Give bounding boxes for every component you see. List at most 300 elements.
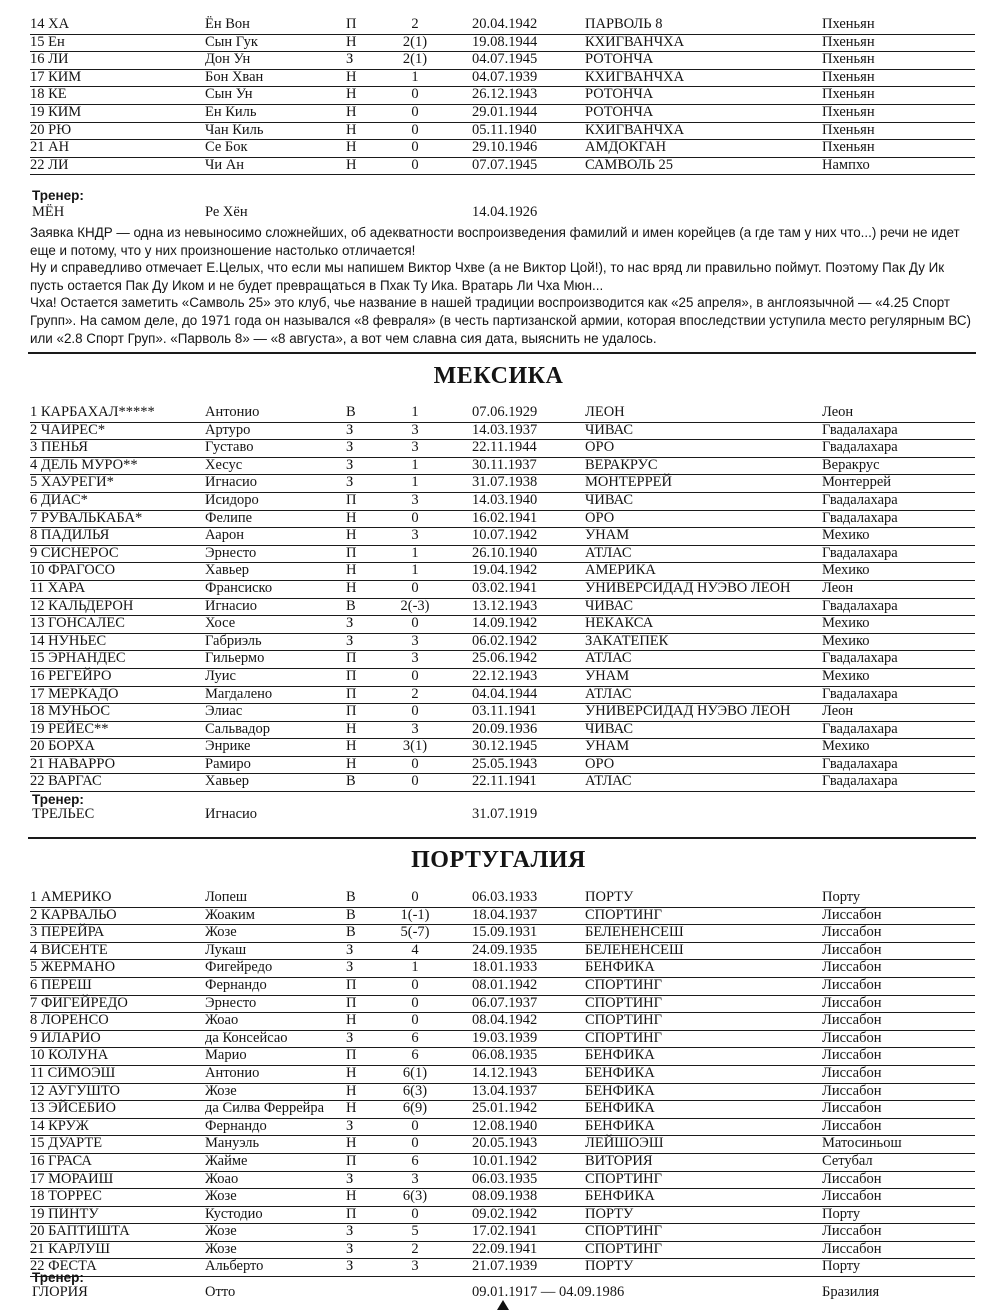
player-position: Н bbox=[346, 1135, 357, 1152]
player-birth-date: 26.10.1940 bbox=[472, 544, 538, 561]
table-row bbox=[30, 1119, 975, 1137]
player-birth-date: 19.04.1942 bbox=[472, 562, 538, 579]
player-city: Лиссабон bbox=[822, 1082, 882, 1099]
player-surname: 11 СИМОЭШ bbox=[30, 1064, 116, 1081]
portugal-roster-table bbox=[30, 890, 975, 1277]
player-city: Лиссабон bbox=[822, 1188, 882, 1205]
player-first-name: Фелипе bbox=[205, 509, 253, 526]
player-position: П bbox=[346, 16, 357, 32]
player-position: З bbox=[346, 1170, 354, 1187]
player-birth-date: 25.01.1942 bbox=[472, 1100, 538, 1117]
player-surname: 22 ФЕСТА bbox=[30, 1258, 97, 1275]
table-row bbox=[30, 978, 975, 996]
player-club: ЧИВАС bbox=[585, 421, 634, 438]
player-first-name: Сын Гук bbox=[205, 33, 258, 50]
player-position: П bbox=[346, 685, 357, 702]
korea-coach-dob: 14.04.1926 bbox=[472, 204, 538, 220]
player-games: 0 bbox=[411, 509, 419, 526]
player-city: Лиссабон bbox=[822, 1100, 882, 1117]
player-city: Мехико bbox=[822, 615, 870, 632]
player-city: Гвадалахара bbox=[822, 755, 898, 772]
player-club: ЧИВАС bbox=[585, 720, 634, 737]
portugal-coach-city: Бразилия bbox=[822, 1284, 880, 1300]
player-games: 3 bbox=[411, 439, 419, 456]
player-surname: 21 НАВАРРО bbox=[30, 755, 116, 772]
player-birth-date: 16.02.1941 bbox=[472, 509, 538, 526]
player-position: П bbox=[346, 1152, 357, 1169]
player-club: УНИВЕРСИДАД НУЭВО ЛЕОН bbox=[585, 579, 791, 596]
player-surname: 9 ИЛАРИО bbox=[30, 1029, 101, 1046]
player-first-name: Эрнесто bbox=[205, 994, 257, 1011]
table-row bbox=[30, 757, 975, 775]
player-birth-date: 22.11.1944 bbox=[472, 439, 537, 456]
player-city: Лиссабон bbox=[822, 924, 882, 941]
player-birth-date: 10.01.1942 bbox=[472, 1152, 538, 1169]
player-games: 0 bbox=[411, 1012, 419, 1029]
table-row bbox=[30, 52, 975, 70]
table-row bbox=[30, 511, 975, 529]
player-first-name: Се Бок bbox=[205, 139, 248, 156]
player-club: ВИТОРИЯ bbox=[585, 1152, 653, 1169]
portugal-coach-first-name: Отто bbox=[205, 1284, 236, 1300]
player-surname: 7 РУВАЛЬКАБА* bbox=[30, 509, 143, 526]
korea-coach-first-name: Ре Хён bbox=[205, 204, 248, 220]
table-row bbox=[30, 1084, 975, 1102]
player-birth-date: 19.03.1939 bbox=[472, 1029, 538, 1046]
portugal-coach-label: Тренер: bbox=[32, 1270, 84, 1285]
player-games: 0 bbox=[411, 156, 419, 173]
player-position: Н bbox=[346, 1100, 357, 1117]
table-row bbox=[30, 925, 975, 943]
player-first-name: Элиас bbox=[205, 703, 243, 720]
player-birth-date: 06.03.1935 bbox=[472, 1170, 538, 1187]
player-club: БЕНФИКА bbox=[585, 1047, 655, 1064]
player-first-name: Хосе bbox=[205, 615, 236, 632]
player-club: КХИГВАНЧХА bbox=[585, 121, 685, 138]
player-birth-date: 06.03.1933 bbox=[472, 889, 538, 905]
player-birth-date: 04.04.1944 bbox=[472, 685, 538, 702]
player-birth-date: 14.03.1937 bbox=[472, 421, 538, 438]
player-city: Лиссабон bbox=[822, 1240, 882, 1257]
table-row bbox=[30, 581, 975, 599]
player-surname: 10 ФРАГОСО bbox=[30, 562, 116, 579]
player-position: З bbox=[346, 1258, 354, 1275]
player-first-name: Альберто bbox=[205, 1258, 264, 1275]
player-surname: 15 Ен bbox=[30, 33, 65, 50]
player-games: 0 bbox=[411, 755, 419, 772]
player-club: ОРО bbox=[585, 439, 615, 456]
player-surname: 19 ПИНТУ bbox=[30, 1205, 99, 1222]
player-birth-date: 21.07.1939 bbox=[472, 1258, 538, 1275]
player-club: ОРО bbox=[585, 755, 615, 772]
table-row bbox=[30, 493, 975, 511]
table-row bbox=[30, 943, 975, 961]
player-birth-date: 17.02.1941 bbox=[472, 1223, 538, 1240]
player-city: Монтеррей bbox=[822, 474, 892, 491]
player-birth-date: 14.12.1943 bbox=[472, 1064, 538, 1081]
table-row bbox=[30, 687, 975, 705]
portugal-coach-name: ГЛОРИЯ bbox=[32, 1284, 88, 1300]
player-games: 1 bbox=[411, 474, 419, 491]
player-birth-date: 03.11.1941 bbox=[472, 703, 537, 720]
player-surname: 13 ГОНСАЛЕС bbox=[30, 615, 125, 632]
table-row bbox=[30, 1224, 975, 1242]
player-city: Пхеньян bbox=[822, 68, 875, 85]
player-games: 0 bbox=[411, 667, 419, 684]
table-row bbox=[30, 1242, 975, 1260]
player-city: Лиссабон bbox=[822, 959, 882, 976]
player-surname: 3 ПЕРЕЙРА bbox=[30, 924, 105, 941]
player-games: 2(1) bbox=[402, 33, 428, 50]
player-birth-date: 29.10.1946 bbox=[472, 139, 538, 156]
player-first-name: Фернандо bbox=[205, 1117, 267, 1134]
player-city: Лиссабон bbox=[822, 1029, 882, 1046]
player-games: 0 bbox=[411, 103, 419, 120]
player-position: П bbox=[346, 650, 357, 667]
player-club: АТЛАС bbox=[585, 773, 632, 790]
mexico-roster-table bbox=[30, 405, 975, 792]
player-position: Н bbox=[346, 1064, 357, 1081]
player-position: П bbox=[346, 544, 357, 561]
player-surname: 3 ПЕНЬЯ bbox=[30, 439, 88, 456]
player-surname: 9 СИСНЕРОС bbox=[30, 544, 119, 561]
player-club: СПОРТИНГ bbox=[585, 1012, 663, 1029]
player-games: 0 bbox=[411, 121, 419, 138]
player-first-name: Дон Ун bbox=[205, 51, 251, 68]
player-birth-date: 22.12.1943 bbox=[472, 667, 538, 684]
player-first-name: Игнасио bbox=[205, 597, 258, 614]
player-city: Мехико bbox=[822, 527, 870, 544]
mexico-coach-first-name: Игнасио bbox=[205, 806, 258, 822]
player-club: АТЛАС bbox=[585, 685, 632, 702]
player-first-name: Жозе bbox=[205, 1082, 237, 1099]
player-surname: 15 ЭРНАНДЕС bbox=[30, 650, 126, 667]
player-club: СПОРТИНГ bbox=[585, 1223, 663, 1240]
player-first-name: Лопеш bbox=[205, 889, 248, 905]
player-position: В bbox=[346, 597, 356, 614]
player-first-name: Энрике bbox=[205, 738, 251, 755]
player-position: П bbox=[346, 1205, 357, 1222]
player-position: З bbox=[346, 474, 354, 491]
player-birth-date: 24.09.1935 bbox=[472, 941, 538, 958]
player-games: 2 bbox=[411, 685, 419, 702]
player-games: 0 bbox=[411, 773, 419, 790]
korea-note-paragraph: Заявка КНДР — одна из невыносимо сложнейших, об адекватности воспроизведения фамилий и имен корейцев (а где там у них что...) речи не идет еще и потому, что у них произношение настолько отличается! bbox=[30, 225, 960, 258]
player-surname: 15 ДУАРТЕ bbox=[30, 1135, 103, 1152]
player-city: Леон bbox=[822, 579, 854, 596]
player-club: БЕНФИКА bbox=[585, 1188, 655, 1205]
table-row bbox=[30, 1189, 975, 1207]
player-birth-date: 14.03.1940 bbox=[472, 491, 538, 508]
player-games: 2 bbox=[411, 16, 419, 32]
player-surname: 2 ЧАИРЕС* bbox=[30, 421, 106, 438]
table-row bbox=[30, 546, 975, 564]
player-birth-date: 13.04.1937 bbox=[472, 1082, 538, 1099]
player-club: ПОРТУ bbox=[585, 1258, 634, 1275]
player-club: УНАМ bbox=[585, 667, 630, 684]
table-row bbox=[30, 405, 975, 423]
player-position: З bbox=[346, 439, 354, 456]
table-row bbox=[30, 722, 975, 740]
player-first-name: Густаво bbox=[205, 439, 254, 456]
player-city: Лиссабон bbox=[822, 1012, 882, 1029]
player-surname: 4 ВИСЕНТЕ bbox=[30, 941, 108, 958]
table-row bbox=[30, 70, 975, 88]
table-row bbox=[30, 1154, 975, 1172]
player-first-name: Аарон bbox=[205, 527, 244, 544]
player-club: ПОРТУ bbox=[585, 889, 634, 905]
player-city: Порту bbox=[822, 1258, 861, 1275]
player-surname: 1 АМЕРИКО bbox=[30, 889, 112, 905]
player-position: Н bbox=[346, 1012, 357, 1029]
player-first-name: да Силва Феррейра bbox=[205, 1100, 325, 1117]
player-surname: 7 ФИГЕЙРЕДО bbox=[30, 994, 128, 1011]
player-games: 3 bbox=[411, 491, 419, 508]
player-surname: 18 ТОРРЕС bbox=[30, 1188, 102, 1205]
table-row bbox=[30, 1259, 975, 1277]
player-first-name: Жоао bbox=[205, 1012, 239, 1029]
table-row bbox=[30, 423, 975, 441]
player-city: Гвадалахара bbox=[822, 421, 898, 438]
player-surname: 17 МЕРКАДО bbox=[30, 685, 119, 702]
player-birth-date: 07.07.1945 bbox=[472, 156, 538, 173]
player-position: З bbox=[346, 51, 354, 68]
player-club: ЧИВАС bbox=[585, 597, 634, 614]
player-position: В bbox=[346, 889, 356, 905]
player-city: Гвадалахара bbox=[822, 650, 898, 667]
player-position: В bbox=[346, 773, 356, 790]
player-games: 2(1) bbox=[402, 51, 428, 68]
player-surname: 8 ЛОРЕНСО bbox=[30, 1012, 109, 1029]
player-games: 0 bbox=[411, 579, 419, 596]
player-birth-date: 15.09.1931 bbox=[472, 924, 538, 941]
player-first-name: Артуро bbox=[205, 421, 251, 438]
player-position: З bbox=[346, 632, 354, 649]
player-first-name: Магдалено bbox=[205, 685, 273, 702]
player-birth-date: 19.08.1944 bbox=[472, 33, 538, 50]
player-club: БЕЛЕНЕНСЕШ bbox=[585, 924, 684, 941]
player-games: 3 bbox=[411, 720, 419, 737]
player-games: 1 bbox=[411, 68, 419, 85]
player-first-name: Луис bbox=[205, 667, 236, 684]
player-city: Матосиньош bbox=[822, 1135, 902, 1152]
player-birth-date: 08.09.1938 bbox=[472, 1188, 538, 1205]
player-first-name: да Консейсао bbox=[205, 1029, 288, 1046]
player-club: ЧИВАС bbox=[585, 491, 634, 508]
player-position: Н bbox=[346, 121, 357, 138]
player-birth-date: 07.06.1929 bbox=[472, 404, 538, 420]
player-club: БЕНФИКА bbox=[585, 1100, 655, 1117]
player-club: РОТОНЧА bbox=[585, 86, 654, 103]
player-games: 1 bbox=[411, 404, 419, 420]
player-surname: 20 БОРХА bbox=[30, 738, 95, 755]
player-first-name: Жозе bbox=[205, 924, 237, 941]
player-first-name: Хесус bbox=[205, 456, 243, 473]
table-row bbox=[30, 616, 975, 634]
player-games: 5(-7) bbox=[400, 924, 430, 941]
player-games: 0 bbox=[411, 889, 419, 905]
player-first-name: Франсиско bbox=[205, 579, 273, 596]
table-row bbox=[30, 774, 975, 792]
player-games: 3 bbox=[411, 421, 419, 438]
player-birth-date: 14.09.1942 bbox=[472, 615, 538, 632]
player-city: Порту bbox=[822, 1205, 861, 1222]
table-row bbox=[30, 105, 975, 123]
player-position: Н bbox=[346, 33, 357, 50]
player-surname: 20 БАПТИШТА bbox=[30, 1223, 130, 1240]
player-first-name: Хавьер bbox=[205, 773, 250, 790]
player-first-name: Ён Вон bbox=[205, 16, 250, 32]
player-city: Мехико bbox=[822, 738, 870, 755]
korea-roster-table bbox=[30, 17, 975, 175]
player-first-name: Сын Ун bbox=[205, 86, 253, 103]
player-surname: 16 РЕГЕЙРО bbox=[30, 667, 112, 684]
korea-note-paragraph: Ну и справедливо отмечает Е.Целых, что если мы напишем Виктор Чхве (а не Виктор Цой!), то нас вряд ли правильно поймут. Поэтому Пак Ду Ик пусть остается Пак Ду Иком и не будет превращаться в Пхак Ту Ика. Вратарь Ли Чха Мюн... bbox=[30, 260, 945, 293]
portugal-section-title: ПОРТУГАЛИЯ bbox=[411, 847, 586, 873]
player-position: З bbox=[346, 1029, 354, 1046]
table-row bbox=[30, 440, 975, 458]
player-birth-date: 12.08.1940 bbox=[472, 1117, 538, 1134]
player-birth-date: 06.02.1942 bbox=[472, 632, 538, 649]
player-club: СПОРТИНГ bbox=[585, 994, 663, 1011]
player-position: П bbox=[346, 1047, 357, 1064]
player-position: З bbox=[346, 1223, 354, 1240]
mexico-coach-row bbox=[32, 806, 972, 822]
player-games: 6(1) bbox=[402, 1064, 428, 1081]
player-club: АТЛАС bbox=[585, 544, 632, 561]
player-position: Н bbox=[346, 579, 357, 596]
player-city: Пхеньян bbox=[822, 51, 875, 68]
player-club: ЛЕЙШОЭШ bbox=[585, 1135, 664, 1152]
player-position: З bbox=[346, 421, 354, 438]
player-games: 1 bbox=[411, 959, 419, 976]
player-position: Н bbox=[346, 1188, 357, 1205]
player-first-name: Исидоро bbox=[205, 491, 259, 508]
player-first-name: Игнасио bbox=[205, 474, 258, 491]
player-games: 1 bbox=[411, 562, 419, 579]
player-club: КХИГВАНЧХА bbox=[585, 33, 685, 50]
player-club: СПОРТИНГ bbox=[585, 1240, 663, 1257]
player-birth-date: 04.07.1939 bbox=[472, 68, 538, 85]
player-first-name: Жоао bbox=[205, 1170, 239, 1187]
player-surname: 14 НУНЬЕС bbox=[30, 632, 107, 649]
player-surname: 6 ДИАС* bbox=[30, 491, 88, 508]
player-city: Пхеньян bbox=[822, 16, 875, 32]
player-birth-date: 30.11.1937 bbox=[472, 456, 537, 473]
table-row bbox=[30, 1136, 975, 1154]
player-position: З bbox=[346, 959, 354, 976]
player-position: Н bbox=[346, 139, 357, 156]
player-games: 0 bbox=[411, 86, 419, 103]
player-city: Лиссабон bbox=[822, 1223, 882, 1240]
player-city: Гвадалахара bbox=[822, 544, 898, 561]
player-position: З bbox=[346, 1117, 354, 1134]
player-surname: 1 КАРБАХАЛ***** bbox=[30, 404, 155, 420]
table-row bbox=[30, 140, 975, 158]
player-city: Лиссабон bbox=[822, 1047, 882, 1064]
player-position: В bbox=[346, 404, 356, 420]
table-row bbox=[30, 908, 975, 926]
player-position: В bbox=[346, 906, 356, 923]
player-position: Н bbox=[346, 509, 357, 526]
player-city: Гвадалахара bbox=[822, 720, 898, 737]
table-row bbox=[30, 87, 975, 105]
player-games: 6 bbox=[411, 1047, 419, 1064]
player-position: Н bbox=[346, 755, 357, 772]
section-divider bbox=[28, 837, 976, 839]
player-first-name: Жозе bbox=[205, 1223, 237, 1240]
player-position: З bbox=[346, 941, 354, 958]
mexico-coach-name: ТРЕЛЬЕС bbox=[32, 806, 95, 822]
player-club: РОТОНЧА bbox=[585, 103, 654, 120]
player-games: 0 bbox=[411, 1135, 419, 1152]
player-position: П bbox=[346, 667, 357, 684]
player-club: САМВОЛЬ 25 bbox=[585, 156, 674, 173]
player-games: 0 bbox=[411, 994, 419, 1011]
player-games: 6 bbox=[411, 1152, 419, 1169]
korea-coach-name: МЁН bbox=[32, 204, 65, 220]
player-games: 3 bbox=[411, 527, 419, 544]
player-position: З bbox=[346, 615, 354, 632]
player-birth-date: 13.12.1943 bbox=[472, 597, 538, 614]
player-first-name: Сальвадор bbox=[205, 720, 271, 737]
player-first-name: Ен Киль bbox=[205, 103, 257, 120]
player-city: Пхеньян bbox=[822, 103, 875, 120]
player-birth-date: 08.01.1942 bbox=[472, 976, 538, 993]
player-birth-date: 06.07.1937 bbox=[472, 994, 538, 1011]
player-first-name: Жозе bbox=[205, 1188, 237, 1205]
player-surname: 17 МОРАИШ bbox=[30, 1170, 114, 1187]
player-club: НЕКАКСА bbox=[585, 615, 654, 632]
table-row bbox=[30, 960, 975, 978]
player-games: 6(3) bbox=[402, 1082, 428, 1099]
player-first-name: Бон Хван bbox=[205, 68, 264, 85]
player-games: 0 bbox=[411, 1205, 419, 1222]
table-row bbox=[30, 996, 975, 1014]
player-club: БЕНФИКА bbox=[585, 959, 655, 976]
mexico-coach-label: Тренер: bbox=[32, 792, 84, 807]
player-first-name: Фернандо bbox=[205, 976, 267, 993]
player-club: ЛЕОН bbox=[585, 404, 625, 420]
player-city: Мехико bbox=[822, 562, 870, 579]
player-birth-date: 22.11.1941 bbox=[472, 773, 537, 790]
player-first-name: Чан Киль bbox=[205, 121, 264, 138]
player-position: Н bbox=[346, 527, 357, 544]
player-club: СПОРТИНГ bbox=[585, 1170, 663, 1187]
player-games: 1 bbox=[411, 456, 419, 473]
player-games: 2 bbox=[411, 1240, 419, 1257]
player-city: Лиссабон bbox=[822, 1117, 882, 1134]
player-surname: 5 ЖЕРМАНО bbox=[30, 959, 116, 976]
player-city: Гвадалахара bbox=[822, 685, 898, 702]
player-position: Н bbox=[346, 156, 357, 173]
player-club: ПАРВОЛЬ 8 bbox=[585, 16, 663, 32]
table-row bbox=[30, 651, 975, 669]
player-surname: 6 ПЕРЕШ bbox=[30, 976, 92, 993]
korea-notes bbox=[30, 224, 975, 347]
player-club: ПОРТУ bbox=[585, 1205, 634, 1222]
player-surname: 2 КАРВАЛЬО bbox=[30, 906, 117, 923]
player-city: Гвадалахара bbox=[822, 439, 898, 456]
player-games: 6 bbox=[411, 1029, 419, 1046]
player-club: АМДОКГАН bbox=[585, 139, 667, 156]
player-first-name: Габриэль bbox=[205, 632, 262, 649]
player-position: П bbox=[346, 994, 357, 1011]
player-city: Сетубал bbox=[822, 1152, 873, 1169]
player-surname: 12 КАЛЬДЕРОН bbox=[30, 597, 134, 614]
player-games: 4 bbox=[411, 941, 419, 958]
mexico-section-title: МЕКСИКА bbox=[433, 363, 564, 389]
